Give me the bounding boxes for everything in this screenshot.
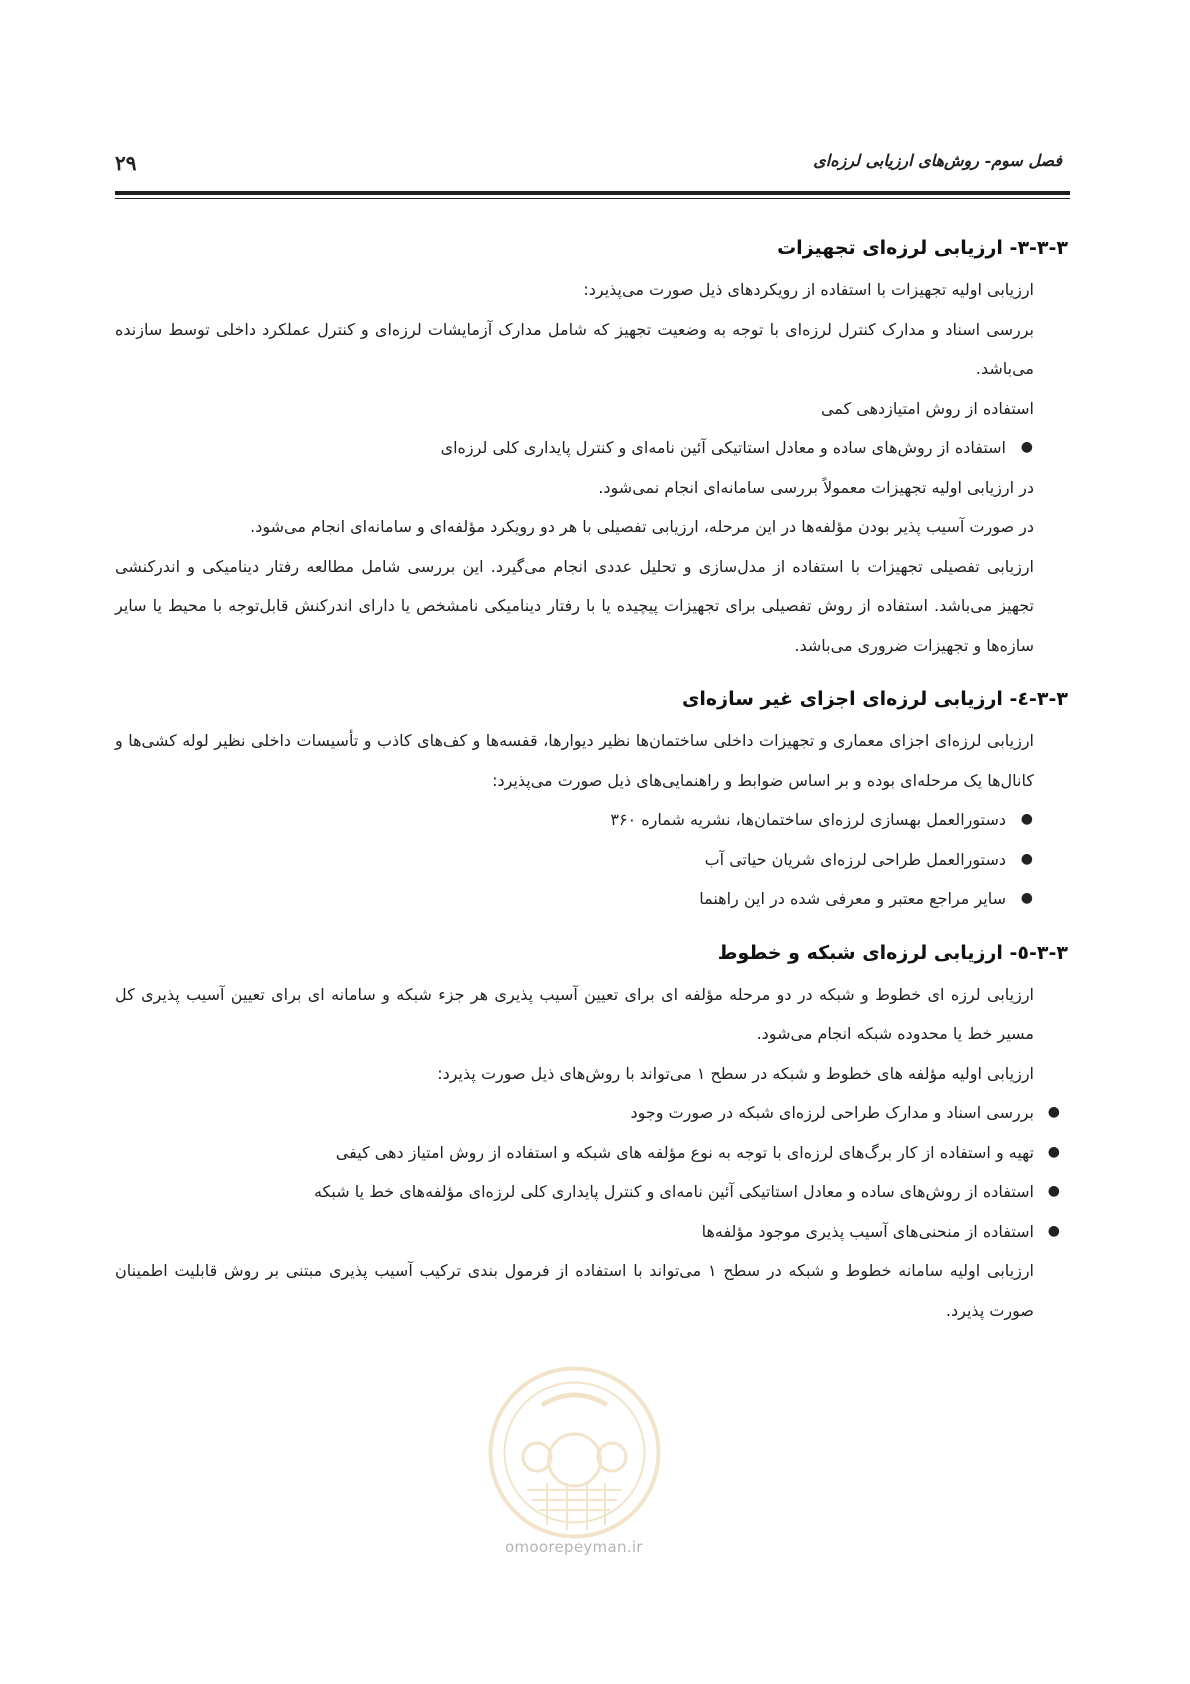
list-item: ● تهیه و استفاده از کار برگ‌های لرزه‌ای با توجه به نوع مؤلفه های شبکه و استفاده از روش امتیاز دهی کیفی — [115, 1133, 1070, 1173]
section-title-nonstructural: ۳-۳-٤- ارزیابی لرزه‌ای اجزای غیر سازه‌ای — [681, 688, 1068, 710]
paragraph: ارزیابی لرزه‌ای اجزای معماری و تجهیزات داخلی ساختمان‌ها نظیر دیوارها، قفسه‌ها و کف‌های کاذب و تأسیسات داخلی نظیر لوله کشی‌ها و کانال‌ها یک مرحله‌ای بوده و بر اساس ضوابط و راهنمایی‌های ذیل صورت می‌پذیرد: — [115, 731, 1034, 790]
bullet-list — [115, 428, 1070, 468]
bullet-icon: ● — [1020, 850, 1033, 867]
bullet-icon: ● — [1047, 1183, 1060, 1199]
paragraph: در ارزیابی اولیه تجهیزات معمولاً بررسی سامانه‌ای انجام نمی‌شود. — [598, 477, 1034, 497]
bullet-icon: ● — [1020, 811, 1033, 827]
list-item: ● استفاده از روش‌های ساده و معادل استاتیکی آئین نامه‌ای و کنترل پایداری کلی لرزه‌ای — [115, 428, 1070, 468]
page-header — [115, 143, 1070, 177]
section-title-equipment: ۳-۳-۳- ارزیابی لرزه‌ای تجهیزات — [777, 237, 1068, 259]
watermark-seal-icon — [487, 1365, 662, 1540]
list-item: ● دستورالعمل طراحی لرزه‌ای شریان حیاتی آب — [115, 840, 1070, 880]
bullet-icon: ● — [1047, 1143, 1060, 1160]
paragraph: ارزیابی اولیه مؤلفه های خطوط و شبکه در سطح ۱ می‌تواند با روش‌های ذیل صورت پذیرد: — [437, 1063, 1034, 1083]
bullet-list — [115, 800, 1070, 919]
paragraph: ارزیابی اولیه سامانه خطوط و شبکه در سطح ۱ می‌تواند با استفاده از فرمول بندی ترکیب آسیب پذیری مبتنی بر روش قابلیت اطمینان صورت پذیرد. — [115, 1261, 1034, 1320]
list-item: ● استفاده از منحنی‌های آسیب پذیری موجود مؤلفه‌ها — [115, 1212, 1070, 1252]
list-item: ● بررسی اسناد و مدارک طراحی لرزه‌ای شبکه در صورت وجود — [115, 1093, 1070, 1133]
paragraph: استفاده از روش امتیازدهی کمی — [820, 398, 1034, 418]
section-title-network: ۳-۳-٥- ارزیابی لرزه‌ای شبکه و خطوط — [717, 941, 1068, 964]
watermark-site-label: omoorepeyman.ir — [505, 1538, 643, 1556]
bullet-list — [115, 1093, 1070, 1251]
bullet-icon: ● — [1020, 439, 1033, 455]
running-title: فصل سوم- روش‌های ارزیابی لرزه‌ای — [813, 151, 1062, 170]
paragraph: ارزیابی اولیه تجهیزات با استفاده از رویکردهای ذیل صورت می‌پذیرد: — [583, 280, 1034, 299]
list-item: ● استفاده از روش‌های ساده و معادل استاتیکی آئین نامه‌ای و کنترل پایداری کلی لرزه‌ای مؤلفه‌های خط یا شبکه — [115, 1172, 1070, 1212]
paragraph: در صورت آسیب پذیر بودن مؤلفه‌ها در این مرحله، ارزیابی تفصیلی با هر دو رویکرد مؤلفه‌ای و سامانه‌ای انجام می‌شود. — [250, 517, 1034, 536]
page-body — [115, 226, 1070, 1330]
bullet-icon: ● — [1020, 890, 1033, 906]
list-item: ● دستورالعمل بهسازی لرزه‌ای ساختمان‌ها، نشریه شماره ۳۶۰ — [115, 800, 1070, 840]
header-rule-thick — [115, 191, 1070, 195]
paragraph: بررسی اسناد و مدارک کنترل لرزه‌ای با توجه به وضعیت تجهیز که شامل مدارک آزمایشات لرزه‌ای و کنترل عملکرد داخلی توسط سازنده می‌باشد. — [115, 319, 1034, 378]
bullet-icon: ● — [1047, 1222, 1060, 1239]
bullet-icon: ● — [1047, 1104, 1060, 1120]
paragraph: ارزیابی لرزه ای خطوط و شبکه در دو مرحله مؤلفه ای برای تعیین آسیب پذیری هر جزء شبکه و سامانه ای برای تعیین آسیب پذیری کل مسیر خط یا محدوده شبکه انجام می‌شود. — [115, 984, 1034, 1043]
paragraph: ارزیابی تفصیلی تجهیزات با استفاده از مدل‌سازی و تحلیل عددی انجام می‌گیرد. این بررسی شامل مطالعه رفتار دینامیکی و اندرکنشی تجهیز می‌باشد. استفاده از روش تفصیلی برای تجهیزات پیچیده یا با رفتار دینامیکی نامشخص یا دارای اندرکنش قابل‌توجه با محیط یا سایر سازه‌ها و تجهیزات ضروری می‌باشد. — [115, 556, 1034, 655]
page-number: ۲۹ — [115, 151, 137, 175]
list-item: ● سایر مراجع معتبر و معرفی شده در این راهنما — [115, 879, 1070, 919]
header-rule-thin — [115, 198, 1070, 199]
